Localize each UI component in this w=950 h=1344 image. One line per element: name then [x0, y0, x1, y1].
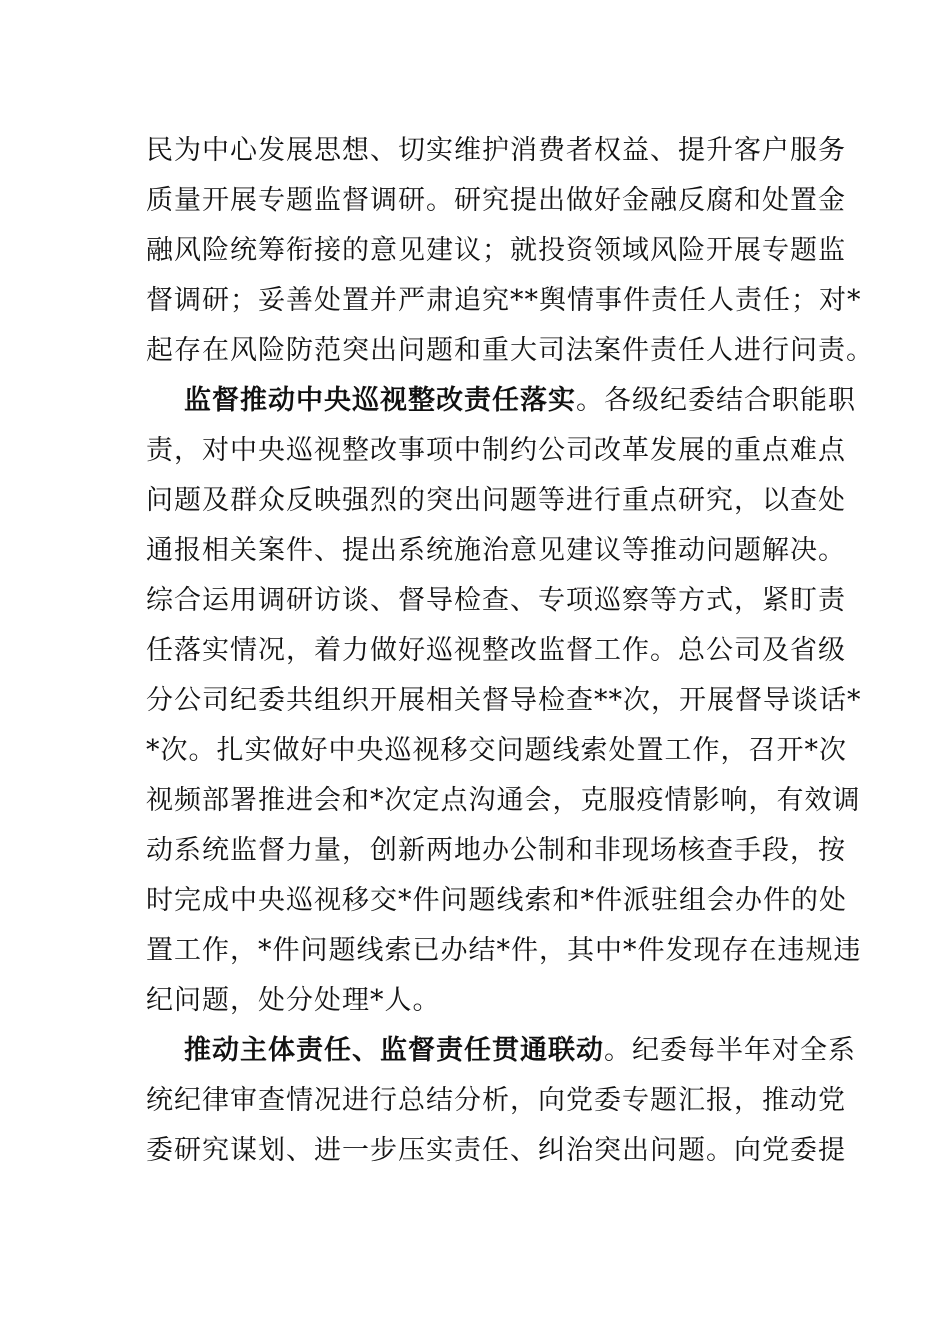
- text-line: 质量开展专题监督调研。研究提出做好金融反腐和处置金: [146, 185, 846, 216]
- paragraph-heading: 监督推动中央巡视整改责任落实: [184, 385, 576, 416]
- text-line: 通报相关案件、提出系统施治意见建议等推动问题解决。: [146, 535, 846, 566]
- text-line: 问题及群众反映强烈的突出问题等进行重点研究，以查处: [146, 485, 846, 516]
- text-line: 视频部署推进会和*次定点沟通会，克服疫情影响，有效调: [146, 785, 861, 816]
- text-line: 任落实情况，着力做好巡视整改监督工作。总公司及省级: [146, 635, 846, 666]
- text-line: 统纪律审查情况进行总结分析，向党委专题汇报，推动党: [146, 1085, 846, 1116]
- text-line: 融风险统筹衔接的意见建议；就投资领域风险开展专题监: [146, 235, 846, 266]
- text-line: 民为中心发展思想、切实维护消费者权益、提升客户服务: [146, 135, 846, 166]
- paragraph-text: 。纪委每半年对全系: [604, 1035, 856, 1066]
- text-line: 综合运用调研访谈、督导检查、专项巡察等方式，紧盯责: [146, 585, 846, 616]
- paragraph-first-line: [146, 1026, 856, 1076]
- text-line: *次。扎实做好中央巡视移交问题线索处置工作，召开*次: [146, 735, 847, 766]
- text-line: 督调研；妥善处置并严肃追究**舆情事件责任人责任；对*: [146, 285, 862, 316]
- paragraph-3: [146, 1026, 856, 1176]
- text-line: 委研究谋划、进一步压实责任、纠治突出问题。向党委提: [146, 1135, 846, 1166]
- document-body: [146, 126, 874, 1176]
- text-line: 时完成中央巡视移交*件问题线索和*件派驻组会办件的处: [146, 885, 847, 916]
- paragraph-2: [146, 376, 862, 1026]
- text-line: 动系统监督力量，创新两地办公制和非现场核查手段，按: [146, 835, 846, 866]
- paragraph-first-line: [146, 376, 856, 426]
- text-line: 纪问题，处分处理*人。: [146, 985, 441, 1016]
- text-line: 置工作，*件问题线索已办结*件，其中*件发现存在违规违: [146, 935, 862, 966]
- paragraph-heading: 推动主体责任、监督责任贯通联动: [184, 1035, 604, 1066]
- text-line: 责，对中央巡视整改事项中制约公司改革发展的重点难点: [146, 435, 846, 466]
- paragraph-text: 。各级纪委结合职能职: [576, 385, 856, 416]
- paragraph-1: [146, 126, 874, 376]
- text-line: 起存在风险防范突出问题和重大司法案件责任人进行问责。: [146, 335, 874, 366]
- text-line: 分公司纪委共组织开展相关督导检查**次，开展督导谈话*: [146, 685, 862, 716]
